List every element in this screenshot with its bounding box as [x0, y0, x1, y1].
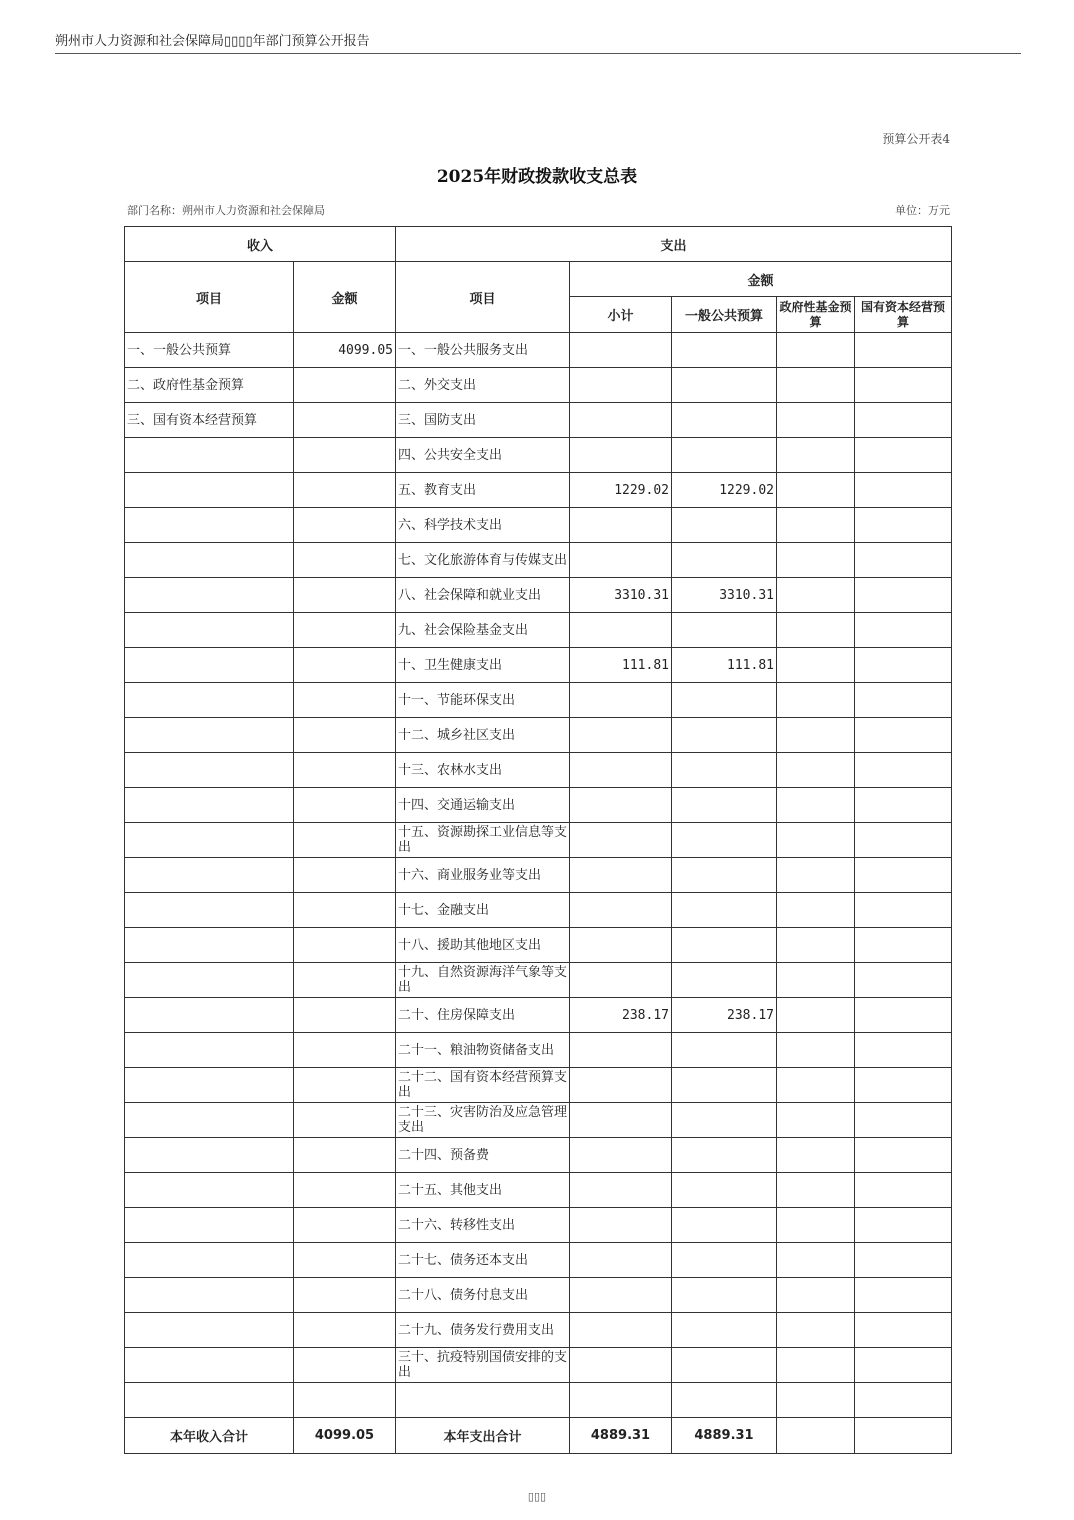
form-code: 预算公开表4 [882, 132, 950, 146]
subtotal-cell [570, 1033, 672, 1068]
income-item-cell [125, 613, 294, 648]
subtotal-cell [570, 683, 672, 718]
gov-fund-cell [777, 403, 855, 438]
subtotal-cell [570, 368, 672, 403]
general-budget-cell [672, 1103, 777, 1138]
income-item-cell: 一、一般公共预算 [125, 333, 294, 368]
gov-fund-cell [777, 998, 855, 1033]
table-row [125, 858, 952, 893]
income-item-cell [125, 963, 294, 998]
gov-fund-cell [777, 1208, 855, 1243]
income-amount-cell [294, 473, 396, 508]
general-budget-cell [672, 1173, 777, 1208]
table-row [125, 1348, 952, 1383]
income-amount-cell [294, 963, 396, 998]
expense-total-fund [777, 1418, 855, 1454]
table-row [125, 1243, 952, 1278]
state-capital-cell [855, 963, 952, 998]
budget-summary-table [124, 226, 952, 1454]
table-row [125, 648, 952, 683]
expense-item-cell: 十五、资源勘探工业信息等支出 [396, 823, 570, 858]
table-row [125, 1208, 952, 1243]
subtotal-cell [570, 1138, 672, 1173]
expense-header: 支出 [396, 227, 952, 262]
subtotal-cell [570, 333, 672, 368]
subtotal-cell: 238.17 [570, 998, 672, 1033]
table-row [125, 368, 952, 403]
income-item-cell [125, 543, 294, 578]
state-capital-cell [855, 1103, 952, 1138]
page-title: 2025年财政拨款收支总表 [436, 167, 638, 187]
state-capital-cell [855, 823, 952, 858]
table-row [125, 928, 952, 963]
subtotal-cell [570, 1103, 672, 1138]
subtotal-cell [570, 928, 672, 963]
general-budget-cell: 238.17 [672, 998, 777, 1033]
expense-item-cell: 二十四、预备费 [396, 1138, 570, 1173]
general-budget-cell [672, 403, 777, 438]
table-row [125, 998, 952, 1033]
subtotal-cell [570, 1208, 672, 1243]
general-budget-cell [672, 368, 777, 403]
general-budget-cell [672, 1138, 777, 1173]
income-item-cell [125, 928, 294, 963]
subtotal-cell [570, 788, 672, 823]
table-row [125, 1278, 952, 1313]
state-capital-cell [855, 648, 952, 683]
state-capital-cell [855, 1068, 952, 1103]
income-amount-cell [294, 718, 396, 753]
expense-item-cell: 二十六、转移性支出 [396, 1208, 570, 1243]
income-total-label: 本年收入合计 [125, 1418, 294, 1454]
header-divider [55, 53, 1021, 54]
income-item-cell [125, 998, 294, 1033]
subtotal-cell [570, 893, 672, 928]
general-budget-cell: 3310.31 [672, 578, 777, 613]
state-capital-cell [855, 578, 952, 613]
table-row [125, 1103, 952, 1138]
state-capital-cell [855, 718, 952, 753]
expense-item-cell: 九、社会保险基金支出 [396, 613, 570, 648]
expense-item-cell: 四、公共安全支出 [396, 438, 570, 473]
gov-fund-cell [777, 1278, 855, 1313]
income-amount-cell [294, 648, 396, 683]
state-capital-cell [855, 543, 952, 578]
gov-fund-cell [777, 438, 855, 473]
state-capital-cell [855, 368, 952, 403]
table-row [125, 1313, 952, 1348]
subtotal-cell [570, 823, 672, 858]
state-capital-cell [855, 1208, 952, 1243]
income-item-cell: 三、国有资本经营预算 [125, 403, 294, 438]
gov-fund-cell [777, 1243, 855, 1278]
general-budget-cell [672, 788, 777, 823]
state-capital-cell [855, 928, 952, 963]
expense-item-cell: 十二、城乡社区支出 [396, 718, 570, 753]
table-row [125, 508, 952, 543]
gov-fund-cell [777, 928, 855, 963]
income-total-amount: 4099.05 [294, 1418, 396, 1454]
table-row [125, 333, 952, 368]
expense-total-capital [855, 1418, 952, 1454]
gov-fund-cell [777, 1348, 855, 1383]
expense-item-cell: 二十七、债务还本支出 [396, 1243, 570, 1278]
income-amount-cell [294, 1033, 396, 1068]
subtotal-cell [570, 1348, 672, 1383]
income-item-cell [125, 1313, 294, 1348]
expense-item-cell: 六、科学技术支出 [396, 508, 570, 543]
income-item-cell [125, 648, 294, 683]
expense-item-cell: 十、卫生健康支出 [396, 648, 570, 683]
income-amount-cell [294, 1138, 396, 1173]
table-row [125, 473, 952, 508]
expense-item-cell [396, 1383, 570, 1418]
page-header: 朔州市人力资源和社会保障局▯▯▯▯年部门预算公开报告 [55, 34, 370, 49]
gov-fund-cell [777, 753, 855, 788]
income-item-cell [125, 1103, 294, 1138]
state-capital-cell [855, 438, 952, 473]
gov-fund-cell [777, 893, 855, 928]
state-capital-cell [855, 1243, 952, 1278]
gov-fund-cell [777, 963, 855, 998]
table-body [125, 333, 952, 1418]
income-item-cell [125, 1208, 294, 1243]
general-budget-cell [672, 1278, 777, 1313]
general-budget-cell [672, 858, 777, 893]
income-amount-cell: 4099.05 [294, 333, 396, 368]
income-amount-cell [294, 508, 396, 543]
income-amount-cell [294, 1313, 396, 1348]
table-row [125, 718, 952, 753]
expense-item-cell: 十四、交通运输支出 [396, 788, 570, 823]
income-amount-cell [294, 753, 396, 788]
income-item-cell [125, 473, 294, 508]
income-item-cell [125, 718, 294, 753]
table-row [125, 963, 952, 998]
subtotal-cell [570, 543, 672, 578]
gov-fund-cell [777, 648, 855, 683]
gov-fund-cell [777, 473, 855, 508]
gov-fund-cell [777, 788, 855, 823]
gov-fund-cell [777, 1173, 855, 1208]
gov-fund-cell [777, 1138, 855, 1173]
income-header: 收入 [125, 227, 396, 262]
gov-fund-cell [777, 1313, 855, 1348]
income-item-cell [125, 1068, 294, 1103]
subtotal-cell [570, 508, 672, 543]
income-item-cell [125, 438, 294, 473]
subtotal-cell [570, 858, 672, 893]
expense-item-cell: 十八、援助其他地区支出 [396, 928, 570, 963]
general-budget-cell [672, 613, 777, 648]
general-budget-cell [672, 543, 777, 578]
expense-item-cell: 二、外交支出 [396, 368, 570, 403]
state-capital-cell [855, 1033, 952, 1068]
subtotal-cell [570, 403, 672, 438]
general-budget-cell: 1229.02 [672, 473, 777, 508]
general-budget-cell [672, 718, 777, 753]
income-item-cell [125, 578, 294, 613]
gov-fund-cell [777, 718, 855, 753]
subtotal-cell [570, 438, 672, 473]
subtotal-cell [570, 1383, 672, 1418]
table-row [125, 1138, 952, 1173]
state-capital-cell [855, 1278, 952, 1313]
expense-item-cell: 五、教育支出 [396, 473, 570, 508]
state-capital-cell [855, 1313, 952, 1348]
table-row [125, 543, 952, 578]
gov-fund-cell [777, 1103, 855, 1138]
state-capital-cell [855, 613, 952, 648]
general-budget-cell [672, 438, 777, 473]
gov-fund-cell [777, 333, 855, 368]
expense-total-subtotal: 4889.31 [570, 1418, 672, 1454]
gov-fund-cell [777, 683, 855, 718]
income-item-cell [125, 1033, 294, 1068]
income-item-cell [125, 1383, 294, 1418]
state-capital-cell [855, 998, 952, 1033]
gov-fund-cell [777, 1033, 855, 1068]
income-item-cell [125, 788, 294, 823]
table-row [125, 788, 952, 823]
state-capital-cell [855, 858, 952, 893]
expense-item-cell: 二十、住房保障支出 [396, 998, 570, 1033]
income-item-cell [125, 823, 294, 858]
expense-item-cell: 十三、农林水支出 [396, 753, 570, 788]
income-amount-cell [294, 788, 396, 823]
table-row [125, 578, 952, 613]
table-row [125, 403, 952, 438]
income-amount-cell [294, 998, 396, 1033]
expense-item-cell: 二十二、国有资本经营预算支出 [396, 1068, 570, 1103]
general-budget-cell [672, 963, 777, 998]
general-budget-cell [672, 1208, 777, 1243]
income-item-cell [125, 893, 294, 928]
subtotal-cell [570, 718, 672, 753]
subtotal-cell [570, 1173, 672, 1208]
income-amount-cell [294, 543, 396, 578]
income-amount-cell [294, 613, 396, 648]
table-row [125, 1173, 952, 1208]
general-budget-header: 一般公共预算 [672, 297, 777, 333]
state-capital-cell [855, 893, 952, 928]
income-amount-cell [294, 1278, 396, 1313]
income-amount-cell [294, 683, 396, 718]
state-capital-cell [855, 753, 952, 788]
total-row [125, 1418, 952, 1454]
general-budget-cell [672, 333, 777, 368]
gov-fund-header: 政府性基金预算 [777, 297, 855, 333]
gov-fund-cell [777, 823, 855, 858]
expense-item-header: 项目 [396, 262, 570, 333]
general-budget-cell [672, 823, 777, 858]
income-item-cell [125, 1138, 294, 1173]
unit-label: 单位：万元 [895, 204, 950, 217]
expense-item-cell: 八、社会保障和就业支出 [396, 578, 570, 613]
gov-fund-cell [777, 858, 855, 893]
income-amount-cell [294, 1243, 396, 1278]
general-budget-cell [672, 753, 777, 788]
income-item-cell [125, 753, 294, 788]
gov-fund-cell [777, 1068, 855, 1103]
expense-item-cell: 二十八、债务付息支出 [396, 1278, 570, 1313]
table-row [125, 1068, 952, 1103]
income-amount-cell [294, 1068, 396, 1103]
state-capital-cell [855, 1383, 952, 1418]
subtotal-cell: 111.81 [570, 648, 672, 683]
state-capital-cell [855, 1173, 952, 1208]
state-capital-cell [855, 403, 952, 438]
table-row [125, 1033, 952, 1068]
expense-total-general: 4889.31 [672, 1418, 777, 1454]
income-item-cell: 二、政府性基金预算 [125, 368, 294, 403]
income-amount-cell [294, 1103, 396, 1138]
income-amount-cell [294, 438, 396, 473]
subtotal-cell [570, 1313, 672, 1348]
table-row [125, 753, 952, 788]
income-amount-cell [294, 1348, 396, 1383]
subtotal-cell [570, 1278, 672, 1313]
subtotal-cell: 3310.31 [570, 578, 672, 613]
income-amount-cell [294, 403, 396, 438]
income-amount-cell [294, 368, 396, 403]
department-name: 部门名称：朔州市人力资源和社会保障局 [127, 204, 325, 217]
income-item-cell [125, 1173, 294, 1208]
income-amount-header: 金额 [294, 262, 396, 333]
state-capital-cell [855, 1348, 952, 1383]
expense-item-cell: 二十九、债务发行费用支出 [396, 1313, 570, 1348]
gov-fund-cell [777, 613, 855, 648]
income-amount-cell [294, 1383, 396, 1418]
expense-item-cell: 三、国防支出 [396, 403, 570, 438]
state-capital-header: 国有资本经营预算 [855, 297, 952, 333]
general-budget-cell [672, 508, 777, 543]
subtotal-header: 小计 [570, 297, 672, 333]
income-item-cell [125, 508, 294, 543]
table-row [125, 613, 952, 648]
general-budget-cell [672, 1033, 777, 1068]
income-amount-cell [294, 1208, 396, 1243]
general-budget-cell: 111.81 [672, 648, 777, 683]
income-amount-cell [294, 1173, 396, 1208]
table-row [125, 683, 952, 718]
expense-item-cell: 七、文化旅游体育与传媒支出 [396, 543, 570, 578]
gov-fund-cell [777, 368, 855, 403]
income-amount-cell [294, 823, 396, 858]
state-capital-cell [855, 1138, 952, 1173]
subtotal-cell [570, 963, 672, 998]
table-row [125, 823, 952, 858]
income-item-cell [125, 1278, 294, 1313]
general-budget-cell [672, 1313, 777, 1348]
table-row [125, 1383, 952, 1418]
income-amount-cell [294, 578, 396, 613]
state-capital-cell [855, 788, 952, 823]
state-capital-cell [855, 683, 952, 718]
income-amount-cell [294, 893, 396, 928]
income-item-cell [125, 683, 294, 718]
expense-item-cell: 十一、节能环保支出 [396, 683, 570, 718]
general-budget-cell [672, 1068, 777, 1103]
income-item-cell [125, 1348, 294, 1383]
expense-item-cell: 十六、商业服务业等支出 [396, 858, 570, 893]
general-budget-cell [672, 893, 777, 928]
expense-total-label: 本年支出合计 [396, 1418, 570, 1454]
general-budget-cell [672, 1383, 777, 1418]
general-budget-cell [672, 1243, 777, 1278]
subtotal-cell: 1229.02 [570, 473, 672, 508]
gov-fund-cell [777, 578, 855, 613]
expense-item-cell: 一、一般公共服务支出 [396, 333, 570, 368]
income-item-cell [125, 1243, 294, 1278]
subtotal-cell [570, 613, 672, 648]
state-capital-cell [855, 473, 952, 508]
table-row [125, 893, 952, 928]
expense-item-cell: 二十五、其他支出 [396, 1173, 570, 1208]
gov-fund-cell [777, 543, 855, 578]
income-amount-cell [294, 928, 396, 963]
expense-amount-header: 金额 [570, 262, 952, 297]
income-item-cell [125, 858, 294, 893]
expense-item-cell: 三十、抗疫特别国债安排的支出 [396, 1348, 570, 1383]
page-number: ▯▯▯ [527, 1490, 547, 1503]
income-amount-cell [294, 858, 396, 893]
expense-item-cell: 十七、金融支出 [396, 893, 570, 928]
state-capital-cell [855, 333, 952, 368]
gov-fund-cell [777, 508, 855, 543]
gov-fund-cell [777, 1383, 855, 1418]
general-budget-cell [672, 928, 777, 963]
income-item-header: 项目 [125, 262, 294, 333]
subtotal-cell [570, 1068, 672, 1103]
general-budget-cell [672, 1348, 777, 1383]
expense-item-cell: 二十一、粮油物资储备支出 [396, 1033, 570, 1068]
subtotal-cell [570, 1243, 672, 1278]
general-budget-cell [672, 683, 777, 718]
subtotal-cell [570, 753, 672, 788]
state-capital-cell [855, 508, 952, 543]
table-row [125, 438, 952, 473]
expense-item-cell: 十九、自然资源海洋气象等支出 [396, 963, 570, 998]
expense-item-cell: 二十三、灾害防治及应急管理支出 [396, 1103, 570, 1138]
